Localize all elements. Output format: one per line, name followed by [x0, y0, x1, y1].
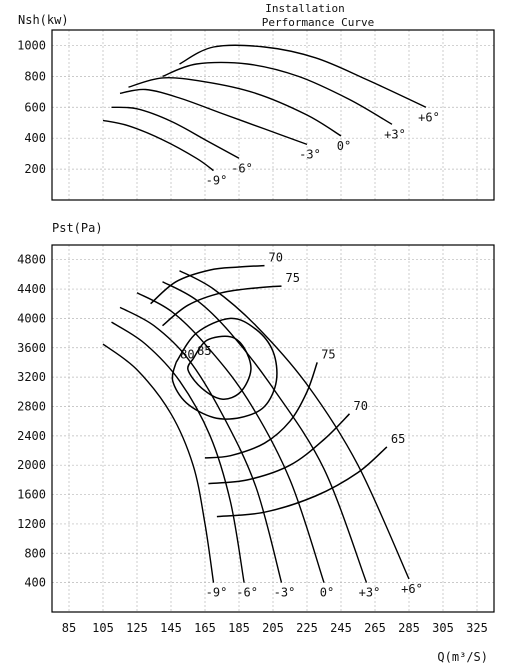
- series-label: -9°: [205, 173, 228, 188]
- blade-angle-curve: [163, 282, 367, 583]
- pressure-axis-label: Pst(Pa): [52, 221, 103, 235]
- pressure-plot-frame: [52, 245, 494, 612]
- series-label: 0°: [319, 585, 335, 600]
- x-tick-label: 225: [296, 621, 318, 635]
- y-tick-label: 800: [24, 69, 46, 84]
- x-tick-label: 125: [126, 621, 148, 635]
- chart-title-line1: Installation: [265, 2, 345, 15]
- x-tick-label: 185: [228, 621, 250, 635]
- series-label: +3°: [384, 127, 406, 142]
- y-tick-label: 1600: [17, 487, 46, 502]
- blade-angle-curve: [129, 78, 342, 136]
- blade-angle-curve: [103, 344, 214, 582]
- blade-angle-curve: [112, 107, 240, 158]
- power-axis-label: Nsh(kw): [18, 13, 69, 27]
- x-tick-label: 145: [160, 621, 182, 635]
- chart-title-line2: Performance Curve: [261, 16, 375, 29]
- x-tick-label: 265: [364, 621, 386, 635]
- series-label: -6°: [231, 161, 253, 176]
- x-tick-label: 245: [330, 621, 352, 635]
- efficiency-label: 75: [321, 347, 336, 362]
- y-tick-label: 400: [24, 575, 46, 590]
- efficiency-label: 85: [197, 343, 212, 358]
- y-tick-label: 600: [24, 100, 46, 115]
- efficiency-label: 70: [268, 250, 283, 265]
- series-label: -3°: [299, 147, 321, 162]
- y-tick-label: 4800: [17, 252, 46, 267]
- series-label: +6°: [401, 581, 423, 596]
- y-tick-label: 400: [24, 131, 46, 146]
- series-label: +3°: [358, 585, 381, 600]
- y-tick-label: 4400: [17, 282, 46, 297]
- y-tick-label: 800: [24, 546, 46, 561]
- blade-angle-curve: [103, 120, 214, 170]
- series-label: -3°: [273, 585, 296, 600]
- pressure-panel: [17, 245, 494, 635]
- series-label: 0°: [336, 138, 352, 153]
- y-tick-label: 3200: [17, 370, 46, 385]
- efficiency-label: 70: [353, 398, 368, 413]
- y-tick-label: 2000: [17, 458, 46, 473]
- x-tick-label: 85: [61, 621, 77, 635]
- efficiency-label: 75: [285, 271, 300, 286]
- y-tick-label: 1200: [17, 516, 46, 531]
- x-tick-label: 285: [398, 621, 420, 635]
- efficiency-contour: [208, 414, 349, 484]
- blade-angle-curve: [120, 89, 307, 144]
- blade-angle-curve: [112, 322, 245, 582]
- y-tick-label: 1000: [17, 38, 46, 53]
- x-tick-label: 165: [194, 621, 216, 635]
- efficiency-label: 65: [390, 431, 406, 446]
- y-tick-label: 200: [24, 162, 46, 177]
- x-tick-label: 325: [466, 621, 488, 635]
- efficiency-label: 80: [180, 347, 195, 362]
- blade-angle-curve: [163, 62, 393, 124]
- x-tick-label: 305: [432, 621, 454, 635]
- y-tick-label: 4000: [17, 311, 46, 326]
- series-label: +6°: [418, 110, 440, 125]
- series-label: -9°: [205, 585, 228, 600]
- blade-angle-curve: [180, 271, 410, 579]
- series-label: -6°: [236, 585, 258, 600]
- x-tick-label: 105: [92, 621, 114, 635]
- flow-axis-label: Q(m³/S): [437, 650, 488, 664]
- y-tick-label: 2400: [17, 428, 46, 443]
- y-tick-label: 3600: [17, 340, 46, 355]
- x-tick-label: 205: [262, 621, 284, 635]
- power-panel: [17, 30, 494, 200]
- y-tick-label: 2800: [17, 399, 46, 414]
